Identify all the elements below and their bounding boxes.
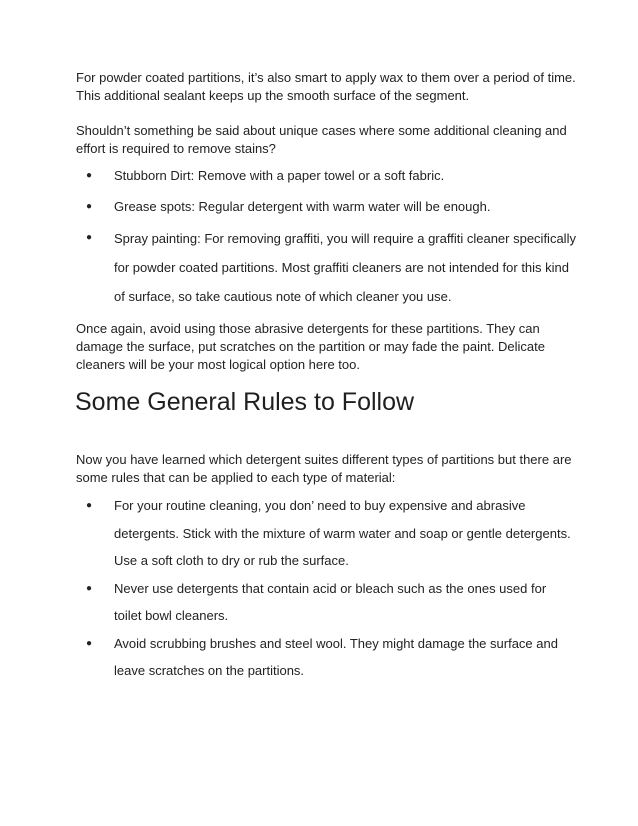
- paragraph-special-cases: Shouldn’t something be said about unique cases where some additional cleaning and effort is required to remove stains?: [76, 123, 567, 156]
- bullet-icon: ●: [86, 201, 93, 212]
- section-heading: Some General Rules to Follow: [75, 388, 415, 416]
- list-item: [76, 162, 576, 190]
- list-item-text: Grease spots: Regular detergent with warm water will be enough.: [114, 199, 491, 214]
- paragraph-general-rules: Now you have learned which detergent suites different types of partitions but there are some rules that can be applied to each type of material:: [76, 452, 572, 485]
- list-item-text: For your routine cleaning, you don’ need to buy expensive and abrasive detergents. Stick with the mixture of warm water and soap or gentle detergents. Use a soft cloth to dry or rub the surface.: [114, 498, 571, 568]
- paragraph-wax: For powder coated partitions, it’s also smart to apply wax to them over a period of time. This additional sealant keeps up the smooth surface of the segment.: [76, 70, 576, 103]
- list-item: [76, 492, 576, 575]
- list-item: [76, 630, 576, 685]
- bullet-icon: ●: [86, 500, 93, 511]
- stain-removal-list: [76, 162, 576, 311]
- paragraph-avoid-abrasives: Once again, avoid using those abrasive detergents for these partitions. They can damage the surface, put scratches on the partition or may fade the paint. Delicate cleaners will be your most logical option here too.: [76, 321, 545, 372]
- bullet-icon: ●: [86, 232, 93, 243]
- bullet-icon: ●: [86, 637, 93, 649]
- list-item: [76, 224, 576, 311]
- list-item: [76, 575, 576, 630]
- general-rules-list: [76, 492, 576, 685]
- list-item-text: Avoid scrubbing brushes and steel wool. They might damage the surface and leave scratches on the partitions.: [114, 635, 558, 678]
- list-item-text: Never use detergents that contain acid or bleach such as the ones used for toilet bowl cleaners.: [114, 580, 547, 623]
- bullet-icon: ●: [86, 582, 93, 594]
- list-item: [76, 193, 576, 221]
- list-item-text: Spray painting: For removing graffiti, you will require a graffiti cleaner specifically for powder coated partitions. Most graffiti cleaners are not intended for this kind of surface, so take cautious note of which cleaner you use.: [114, 231, 576, 304]
- bullet-icon: ●: [86, 170, 93, 181]
- list-item-text: Stubborn Dirt: Remove with a paper towel or a soft fabric.: [114, 168, 445, 183]
